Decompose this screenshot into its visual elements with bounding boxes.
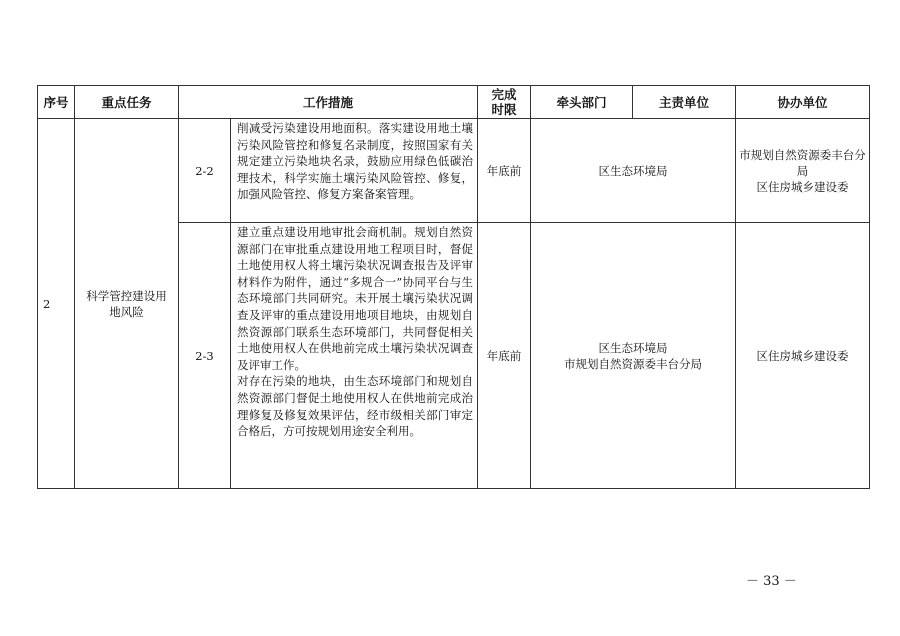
- table-row: [38, 119, 870, 223]
- header-row: [38, 86, 870, 119]
- header-task: 重点任务: [75, 86, 179, 119]
- task-table: [37, 85, 870, 489]
- header-seq: 序号: [38, 86, 75, 119]
- row-lead-responsible: 区生态环境局 市规划自然资源委丰台分局: [531, 223, 736, 489]
- row-seq: 2: [38, 119, 75, 489]
- row-assist: 区住房城乡建设委: [736, 223, 870, 489]
- row-assist: 市规划自然资源委丰台分局 区住房城乡建设委: [736, 119, 870, 223]
- row-deadline: 年底前: [478, 223, 531, 489]
- row-measures: [231, 119, 478, 223]
- row-code: 2-3: [179, 223, 231, 489]
- header-lead: 牵头部门: [531, 86, 633, 119]
- row-code: 2-2: [179, 119, 231, 223]
- header-assist: 协办单位: [736, 86, 870, 119]
- measure-paragraph: 建立重点建设用地审批会商机制。规划自然资源部门在审批重点建设用地工程项目时，督促土地使用权人将土壤污染状况调查报告及评审材料作为附件，通过“多规合一”协同平台与生态环境部门共同研究。未开展土壤污染状况调查及评审的重点建设用地项目地块，由规划自然资源部门联系生态环境部门，共同督促相关土地使用权人在供地前完成土壤污染状况调查及评审工作。: [237, 225, 474, 372]
- row-measures: [231, 223, 478, 489]
- measure-paragraph: 削减受污染建设用地面积。落实建设用地土壤污染风险管控和修复名录制度，按照国家有关规定建立污染地块名录，鼓励应用绿色低碳治理技术，科学实施土壤污染风险管控、修复，加强风险管控、修复方案备案管理。: [237, 121, 474, 202]
- row-task: 科学管控建设用地风险: [75, 119, 179, 489]
- header-measures: 工作措施: [179, 86, 478, 119]
- row-lead-responsible: 区生态环境局: [531, 119, 736, 223]
- page-number: － 33 －: [746, 574, 797, 589]
- measure-paragraph: 对存在污染的地块，由生态环境部门和规划自然资源部门督促土地使用权人在供地前完成治理修复及修复效果评估，经市级相关部门审定合格后，方可按规划用途安全利用。: [237, 374, 474, 439]
- header-deadline: 完成 时限: [478, 86, 531, 119]
- row-deadline: 年底前: [478, 119, 531, 223]
- header-responsible: 主责单位: [633, 86, 736, 119]
